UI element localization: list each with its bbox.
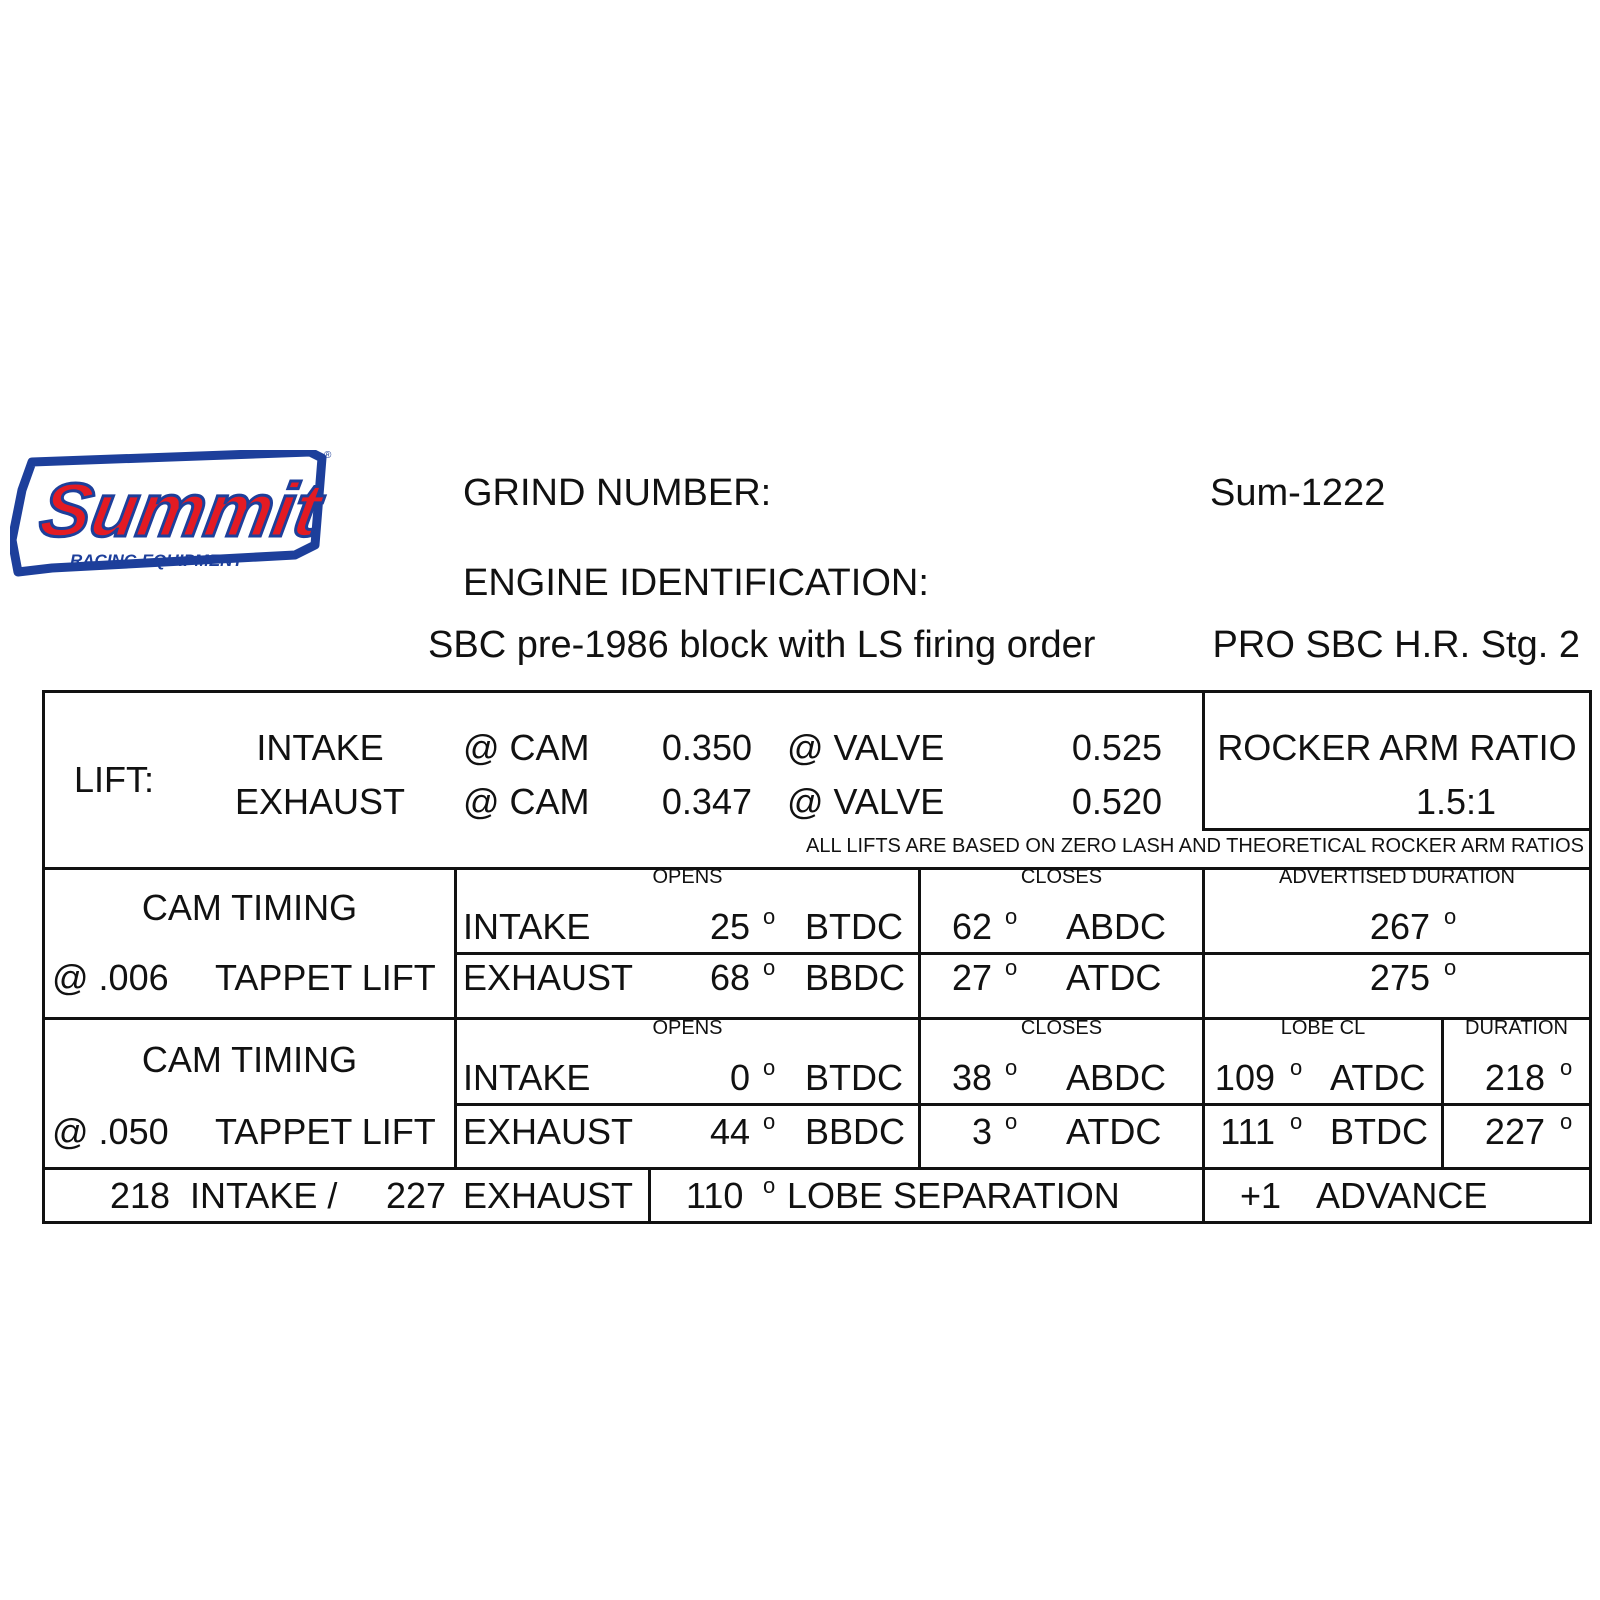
- cam-timing-006-title: CAM TIMING: [141, 887, 358, 928]
- lift-intake-cam-label: @ CAM: [463, 727, 590, 768]
- timing050-intake-closes-ref: ABDC: [1066, 1057, 1167, 1098]
- product-name: PRO SBC H.R. Stg. 2: [1212, 624, 1580, 666]
- advance-value: +1: [1240, 1175, 1282, 1216]
- timing050-exhaust-lobe: 111: [1220, 1111, 1275, 1152]
- advance-label: ADVANCE: [1316, 1175, 1488, 1216]
- timing006-exhaust-duration: 275: [1369, 957, 1430, 998]
- degree-symbol: o: [1444, 904, 1457, 929]
- timing050-exhaust-duration: 227: [1484, 1111, 1545, 1152]
- tappet-lift-050-label: TAPPET LIFT: [215, 1111, 436, 1152]
- timing050-intake-lobe-ref: ATDC: [1330, 1057, 1426, 1098]
- lift-intake-valve-label: @ VALVE: [787, 727, 945, 768]
- degree-symbol: o: [763, 1055, 776, 1080]
- degree-symbol: o: [1560, 1109, 1573, 1134]
- timing050-exhaust-closes-ref: ATDC: [1066, 1111, 1162, 1152]
- lift-exhaust-cam-label: @ CAM: [463, 781, 590, 822]
- timing006-exhaust-label: EXHAUST: [463, 957, 634, 998]
- summary-exhaust-label: EXHAUST: [463, 1175, 634, 1216]
- lift-label: LIFT:: [74, 759, 155, 800]
- cam-timing-050-title: CAM TIMING: [141, 1039, 358, 1080]
- logo-wordmark: Summit: [33, 468, 328, 553]
- degree-symbol: o: [1005, 1109, 1018, 1134]
- grind-number-value: Sum-1222: [1210, 472, 1386, 514]
- timing050-intake-closes: 38: [951, 1057, 992, 1098]
- degree-symbol: o: [763, 1173, 776, 1198]
- closes-header-050: CLOSES: [1020, 1017, 1103, 1039]
- timing006-exhaust-opens-ref: BBDC: [805, 957, 906, 998]
- closes-header-006: CLOSES: [1020, 866, 1103, 888]
- lift-exhaust-valve-label: @ VALVE: [787, 781, 945, 822]
- timing006-intake-closes-ref: ABDC: [1066, 906, 1167, 947]
- registered-mark: ®: [324, 450, 332, 461]
- lift-at-050: @ .050: [52, 1111, 169, 1152]
- lift-exhaust-label: EXHAUST: [234, 781, 406, 822]
- timing050-exhaust-opens: 44: [709, 1111, 750, 1152]
- lift-exhaust-valve-value: 0.520: [1071, 781, 1162, 822]
- degree-symbol: o: [1444, 955, 1457, 980]
- tappet-lift-006-label: TAPPET LIFT: [215, 957, 436, 998]
- lift-intake-label: INTAKE: [256, 727, 384, 768]
- degree-symbol: o: [1005, 955, 1018, 980]
- summit-racing-logo: [10, 450, 340, 595]
- degree-symbol: o: [763, 955, 776, 980]
- degree-symbol: o: [1005, 904, 1018, 929]
- degree-symbol: o: [1290, 1055, 1303, 1080]
- rocker-arm-ratio-value: 1.5:1: [1416, 781, 1497, 822]
- lift-at-006: @ .006: [52, 957, 169, 998]
- summary-intake-label: INTAKE /: [190, 1175, 338, 1216]
- timing050-intake-opens: 0: [729, 1057, 750, 1098]
- timing050-intake-lobe: 109: [1214, 1057, 1275, 1098]
- timing006-intake-label: INTAKE: [463, 906, 591, 947]
- lobe-separation-value: 110: [686, 1175, 744, 1216]
- timing006-intake-opens-ref: BTDC: [805, 906, 903, 947]
- degree-symbol: o: [763, 904, 776, 929]
- lift-exhaust-cam-value: 0.347: [661, 781, 752, 822]
- engine-identification-value: SBC pre-1986 block with LS firing order: [428, 624, 1096, 666]
- logo-subtext: RACING EQUIPMENT: [70, 551, 243, 570]
- timing050-intake-opens-ref: BTDC: [805, 1057, 903, 1098]
- grind-number-label: GRIND NUMBER:: [463, 472, 772, 514]
- timing006-intake-duration: 267: [1369, 906, 1430, 947]
- rocker-arm-ratio-label: ROCKER ARM RATIO: [1217, 727, 1577, 768]
- timing050-intake-duration: 218: [1484, 1057, 1545, 1098]
- timing006-exhaust-closes: 27: [951, 957, 992, 998]
- opens-header-006: OPENS: [652, 866, 723, 888]
- timing050-exhaust-lobe-ref: BTDC: [1330, 1111, 1428, 1152]
- degree-symbol: o: [1005, 1055, 1018, 1080]
- lobe-separation-label: LOBE SEPARATION: [787, 1175, 1120, 1216]
- timing006-intake-opens: 25: [709, 906, 750, 947]
- degree-symbol: o: [1290, 1109, 1303, 1134]
- timing006-intake-closes: 62: [951, 906, 992, 947]
- timing050-exhaust-opens-ref: BBDC: [805, 1111, 906, 1152]
- lobe-cl-header: LOBE CL: [1280, 1017, 1366, 1039]
- lift-intake-valve-value: 0.525: [1071, 727, 1162, 768]
- summary-intake-duration: 218: [110, 1175, 171, 1216]
- lift-intake-cam-value: 0.350: [661, 727, 752, 768]
- lift-note: ALL LIFTS ARE BASED ON ZERO LASH AND THEORETICAL ROCKER ARM RATIOS: [806, 835, 1584, 857]
- duration-header-050: DURATION: [1465, 1017, 1568, 1039]
- timing050-exhaust-closes: 3: [971, 1111, 992, 1152]
- advertised-duration-header: ADVERTISED DURATION: [1279, 866, 1515, 888]
- timing006-exhaust-opens: 68: [709, 957, 750, 998]
- degree-symbol: o: [763, 1109, 776, 1134]
- engine-identification-label: ENGINE IDENTIFICATION:: [463, 562, 929, 604]
- timing050-exhaust-label: EXHAUST: [463, 1111, 634, 1152]
- timing006-exhaust-closes-ref: ATDC: [1066, 957, 1162, 998]
- degree-symbol: o: [1560, 1055, 1573, 1080]
- summary-exhaust-duration: 227: [386, 1175, 447, 1216]
- opens-header-050: OPENS: [652, 1017, 723, 1039]
- timing050-intake-label: INTAKE: [463, 1057, 591, 1098]
